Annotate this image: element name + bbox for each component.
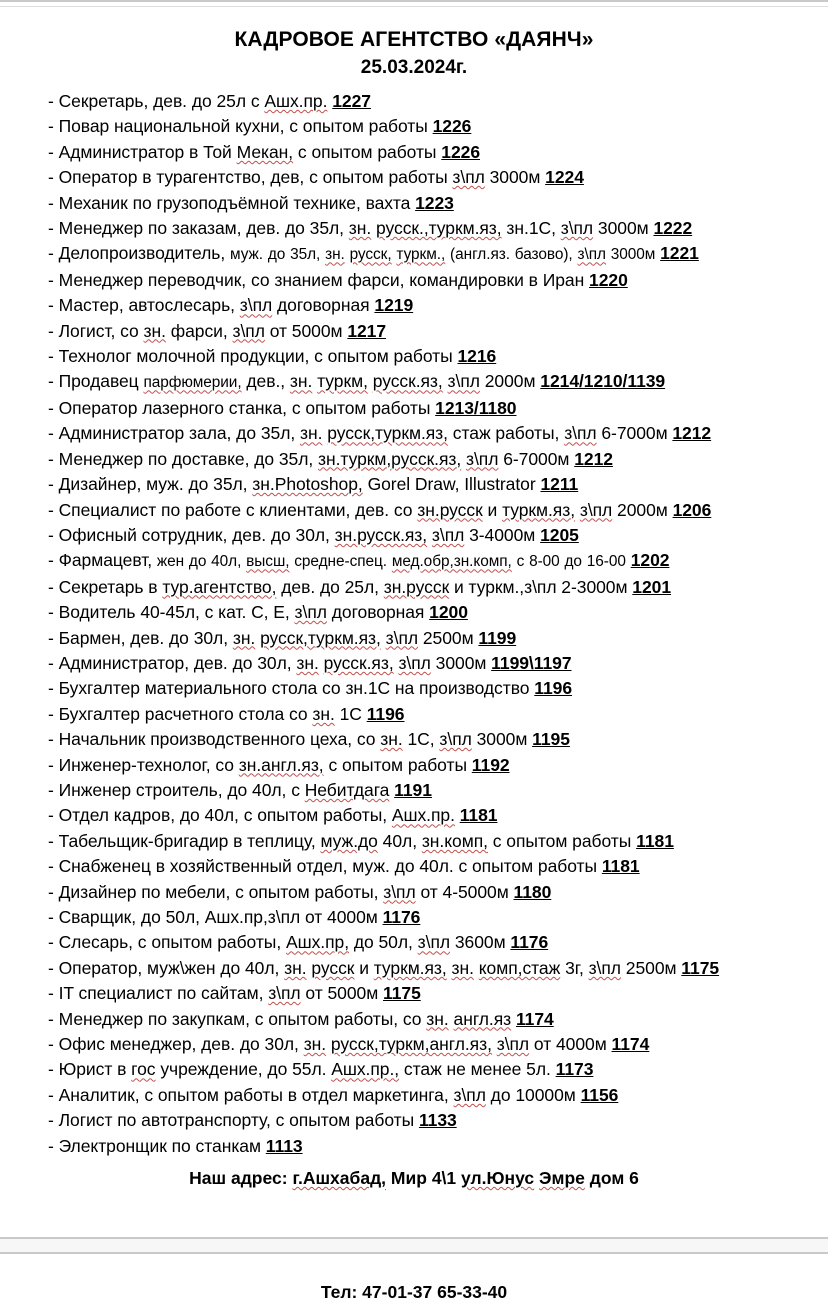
vacancy-list-item: - Дизайнер, муж. до 35л, зн.Photoshop, Gorel Draw, Illustrator 1211 <box>48 474 579 495</box>
vacancy-list-item: - Мастер, автослесарь, з\пл договорная 1219 <box>48 295 414 316</box>
page-break-separator <box>0 1237 828 1254</box>
vacancy-reference-number: 1221 <box>660 243 699 264</box>
vacancy-reference-number: 1191 <box>394 779 432 800</box>
vacancy-reference-number: 1211 <box>540 474 579 495</box>
vacancy-list-item: - Аналитик, с опытом работы в отдел маркетинга, з\пл до 10000м 1156 <box>48 1084 619 1105</box>
vacancy-reference-number: 1222 <box>653 218 693 239</box>
vacancy-reference-number: 1212 <box>574 448 613 469</box>
vacancy-reference-number: 1202 <box>630 550 670 571</box>
vacancy-reference-number: 1223 <box>415 192 454 213</box>
vacancy-list-item: - Менеджер по доставке, до 35л, зн.туркм,русск.яз, з\пл 6-7000м 1212 <box>48 448 613 469</box>
vacancy-list-item: - Менеджер переводчик, со знанием фарси, командировки в Иран 1220 <box>48 269 628 290</box>
vacancy-reference-number: 1213/1180 <box>435 397 517 418</box>
vacancy-reference-number: 1173 <box>555 1059 594 1080</box>
vacancy-list-item: - Администратор в Той Мекан, с опытом работы 1226 <box>48 141 481 162</box>
vacancy-reference-number: 1175 <box>383 983 421 1004</box>
vacancy-list-item: - Оператор, муж\жен до 40л, зн. русск и туркм.яз, зн. комп,стаж 3г, з\пл 2500м 1175 <box>48 957 720 978</box>
vacancy-list-item: - Технолог молочной продукции, с опытом работы 1216 <box>48 346 497 367</box>
vacancy-reference-number: 1226 <box>432 116 472 137</box>
vacancy-list <box>0 80 828 1159</box>
vacancy-reference-number: 1113 <box>265 1135 303 1156</box>
vacancy-list-item: - Слесарь, с опытом работы, Ашх.пр, до 50л, з\пл 3600м 1176 <box>48 932 549 953</box>
vacancy-reference-number: 1205 <box>540 524 579 545</box>
vacancy-list-item: - Офисный сотрудник, дев. до 30л, зн.русск.яз, з\пл 3-4000м 1205 <box>48 524 579 545</box>
page-title: КАДРОВОЕ АГЕНТСТВО «ДАЯНЧ» <box>234 28 594 51</box>
vacancy-reference-number: 1133 <box>418 1110 457 1131</box>
vacancy-list-item: - Отдел кадров, до 40л, с опытом работы, Ашх.пр. 1181 <box>48 805 498 826</box>
vacancy-list-item: - Водитель 40-45л, с кат. С, Е, з\пл договорная 1200 <box>48 602 468 623</box>
vacancy-reference-number: 1175 <box>681 957 720 978</box>
vacancy-reference-number: 1196 <box>366 703 405 724</box>
vacancy-list-item: - Бухгалтер материального стола со зн.1С на производство 1196 <box>48 678 573 699</box>
vacancy-reference-number: 1176 <box>382 907 421 927</box>
vacancy-reference-number: 1206 <box>672 499 712 520</box>
vacancy-list-item: - Фармацевт, жен до 40л, высш, средне-спец. мед.обр,зн.комп, с 8-00 до 16-00 1202 <box>48 550 670 571</box>
vacancy-list-item: - Секретарь в тур.агентство, дев. до 25л, зн.русск и туркм.,з\пл 2-3000м 1201 <box>48 576 672 597</box>
vacancy-reference-number: 1199\1197 <box>491 652 572 673</box>
vacancy-reference-number: 1217 <box>347 320 387 341</box>
vacancy-reference-number: 1181 <box>459 805 498 826</box>
vacancy-reference-number: 1196 <box>534 678 573 699</box>
vacancy-list-item: - Табельщик-бригадир в теплицу, муж.до 40л, зн.комп, с опытом работы 1181 <box>48 830 674 851</box>
vacancy-reference-number: 1212 <box>672 423 712 444</box>
vacancy-list-item: - Оператор в турагентство, дев, с опытом работы з\пл 3000м 1224 <box>48 167 584 188</box>
vacancy-list-item: - Снабженец в хозяйственный отдел, муж. до 40л. с опытом работы 1181 <box>48 856 640 877</box>
vacancy-list-item: - Администратор, дев. до 30л, зн. русск.яз, з\пл 3000м 1199\1197 <box>48 652 572 673</box>
vacancy-list-item: - Секретарь, дев. до 25л с Ашх.пр. 1227 <box>48 91 371 111</box>
vacancy-list-item: - IT специалист по сайтам, з\пл от 5000м 1175 <box>48 983 421 1004</box>
vacancy-list-item: - Сварщик, до 50л, Ашх.пр,з\пл от 4000м 1176 <box>48 907 421 927</box>
vacancy-list-item: - Электронщик по станкам 1113 <box>48 1135 303 1156</box>
vacancy-list-item: - Инженер-технолог, со зн.англ.яз, с опытом работы 1192 <box>48 754 510 775</box>
vacancy-list-item: - Бармен, дев. до 30л, зн. русск,туркм.яз, з\пл 2500м 1199 <box>48 627 517 648</box>
vacancy-reference-number: 1214/1210/1139 <box>540 371 666 392</box>
vacancy-list-item: - Повар национальной кухни, с опытом работы 1226 <box>48 116 472 137</box>
vacancy-reference-number: 1181 <box>636 830 674 851</box>
vacancy-list-item: - Менеджер по заказам, дев. до 35л, зн. русск.,туркм.яз, зн.1С, з\пл 3000м 1222 <box>48 218 693 239</box>
vacancy-reference-number: 1174 <box>515 1008 554 1029</box>
vacancy-reference-number: 1181 <box>601 856 640 877</box>
vacancy-reference-number: 1156 <box>580 1084 619 1105</box>
vacancy-reference-number: 1219 <box>374 295 414 316</box>
vacancy-reference-number: 1199 <box>478 627 517 648</box>
document-page-one <box>0 8 828 1237</box>
vacancy-list-item: - Юрист в гос учреждение, до 55л. Ашх.пр., стаж не менее 5л. 1173 <box>48 1059 594 1080</box>
document-date: 25.03.2024г. <box>360 57 468 78</box>
vacancy-list-item: - Оператор лазерного станка, с опытом работы 1213/1180 <box>48 397 517 418</box>
vacancy-list-item: - Логист, со зн. фарси, з\пл от 5000м 1217 <box>48 320 387 341</box>
vacancy-list-item: - Начальник производственного цеха, со зн. 1С, з\пл 3000м 1195 <box>48 729 570 750</box>
document-header <box>0 8 828 80</box>
document-page-two <box>0 1254 828 1316</box>
vacancy-list-item: - Офис менеджер, дев. до 30л, зн. русск,туркм,англ.яз, з\пл от 4000м 1174 <box>48 1034 650 1055</box>
vacancy-reference-number: 1201 <box>632 576 672 597</box>
vacancy-reference-number: 1195 <box>532 729 570 750</box>
vacancy-list-item: - Специалист по работе с клиентами, дев. со зн.русск и туркм.яз, з\пл 2000м 1206 <box>48 499 712 520</box>
vacancy-list-item: - Дизайнер по мебели, с опытом работы, з\пл от 4-5000м 1180 <box>48 881 552 902</box>
vacancy-list-item: - Бухгалтер расчетного стола со зн. 1С 1196 <box>48 703 405 724</box>
vacancy-list-item: - Менеджер по закупкам, с опытом работы, со зн. англ.яз 1174 <box>48 1008 554 1029</box>
vacancy-reference-number: 1224 <box>545 167 584 188</box>
vacancy-list-item: - Инженер строитель, до 40л, с Небитдага 1191 <box>48 779 432 800</box>
vacancy-reference-number: 1227 <box>332 91 371 111</box>
agency-address: Наш адрес: г.Ашхабад, Мир 4\1 ул.Юнус Эмре дом 6 <box>189 1168 639 1189</box>
vacancy-reference-number: 1176 <box>510 932 549 953</box>
vacancy-reference-number: 1180 <box>513 881 552 902</box>
agency-phone: Тел: 47-01-37 65-33-40 <box>320 1282 508 1302</box>
vacancy-reference-number: 1200 <box>429 602 468 623</box>
vacancy-list-item: - Механик по грузоподъёмной технике, вахта 1223 <box>48 192 454 213</box>
document-top-edge <box>0 0 828 7</box>
vacancy-list-item: - Продавец парфюмерии, дев., зн. туркм, русск.яз, з\пл 2000м 1214/1210/1139 <box>48 371 666 392</box>
vacancy-list-item: - Делопроизводитель, муж. до 35л, зн. русск, туркм., (англ.яз. базово), з\пл 3000м 1221 <box>48 243 699 264</box>
vacancy-reference-number: 1226 <box>441 141 481 162</box>
vacancy-reference-number: 1192 <box>471 754 510 775</box>
vacancy-reference-number: 1174 <box>611 1034 650 1055</box>
vacancy-list-item: - Логист по автотранспорту, с опытом работы 1133 <box>48 1110 457 1131</box>
vacancy-list-item: - Администратор зала, до 35л, зн. русск,туркм.яз, стаж работы, з\пл 6-7000м 1212 <box>48 423 712 444</box>
vacancy-reference-number: 1220 <box>589 269 628 290</box>
vacancy-reference-number: 1216 <box>457 346 497 367</box>
